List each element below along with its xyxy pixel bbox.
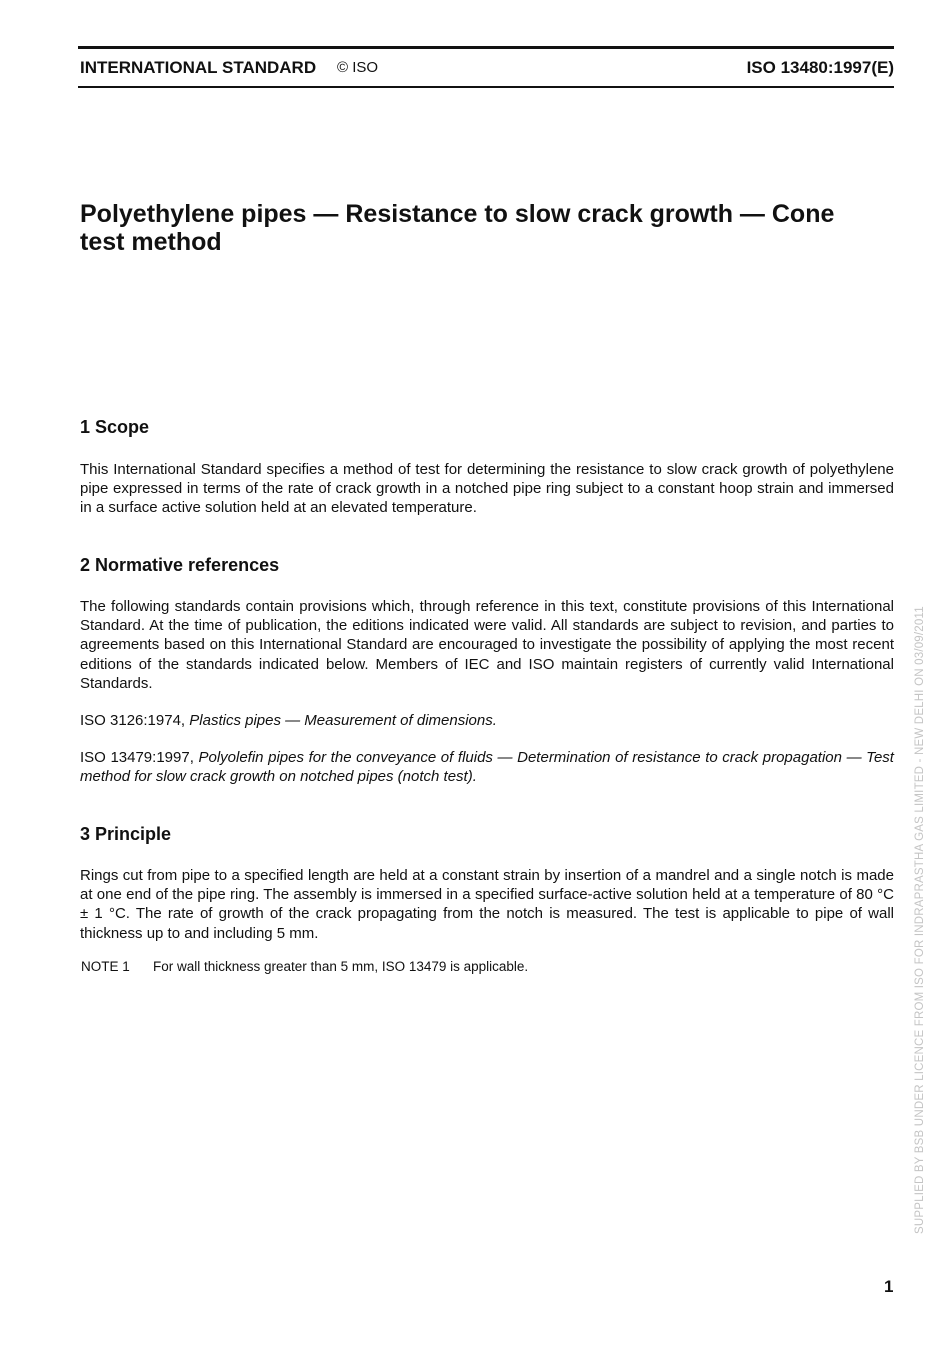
reference-title: Plastics pipes — Measurement of dimensions.	[189, 712, 497, 729]
header-bottom-rule	[78, 86, 894, 88]
reference-title: Polyolefin pipes for the conveyance of fluids — Determination of resistance to crack propagation — Test method for slow crack growth on notched pipes (notch test).	[80, 749, 894, 786]
header-document-number: ISO 13480:1997(E)	[746, 58, 894, 77]
page-number: 1	[884, 1277, 894, 1296]
note-label: NOTE 1	[81, 959, 130, 974]
header-copyright: © ISO	[337, 59, 379, 76]
section-heading-normative-references: 2 Normative references	[80, 555, 280, 575]
note	[81, 958, 528, 976]
principle-paragraph: Rings cut from pipe to a specified length are held at a constant strain by insertion of a mandrel and a single notch is made at one end of the pipe ring. The assembly is immersed in a specified surface-active solution held at a temperature of 80 °C ± 1 °C. The rate of growth of the crack propagating from the notch is measured. The test is applicable to pipe of wall thickness up to and including 5 mm.	[80, 867, 894, 942]
licence-watermark: SUPPLIED BY BSB UNDER LICENCE FROM ISO FOR INDRAPRASTHA GAS LIMITED - NEW DELHI ON 03/09/2011	[914, 606, 926, 1234]
scope-paragraph: This International Standard specifies a method of test for determining the resistance to slow crack growth of polyethylene pipe expressed in terms of the rate of crack growth in a notched pipe ring subject to a constant hoop strain and immersed in a surface active solution held at an elevated temperature.	[80, 461, 894, 517]
reference-item	[80, 748, 894, 786]
header-top-rule	[78, 46, 894, 49]
reference-code: ISO 13479:1997,	[80, 749, 194, 766]
reference-code: ISO 3126:1974,	[80, 712, 186, 729]
section-heading-scope: 1 Scope	[80, 417, 150, 437]
reference-item	[80, 711, 894, 730]
normative-references-paragraph: The following standards contain provisions which, through reference in this text, constitute provisions of this International Standard. At the time of publication, the editions indicated were valid. All standards are subject to revision, and parties to agreements based on this International Standard are encouraged to investigate the possibility of applying the most recent editions of the standards indicated below. Members of IEC and ISO maintain registers of currently valid International Standards.	[80, 598, 894, 692]
section-heading-principle: 3 Principle	[80, 824, 172, 844]
document-title: Polyethylene pipes — Resistance to slow crack growth — Cone test method	[80, 200, 835, 256]
note-text: For wall thickness greater than 5 mm, ISO 13479 is applicable.	[153, 959, 529, 974]
header-standard-label: INTERNATIONAL STANDARD	[80, 58, 317, 77]
